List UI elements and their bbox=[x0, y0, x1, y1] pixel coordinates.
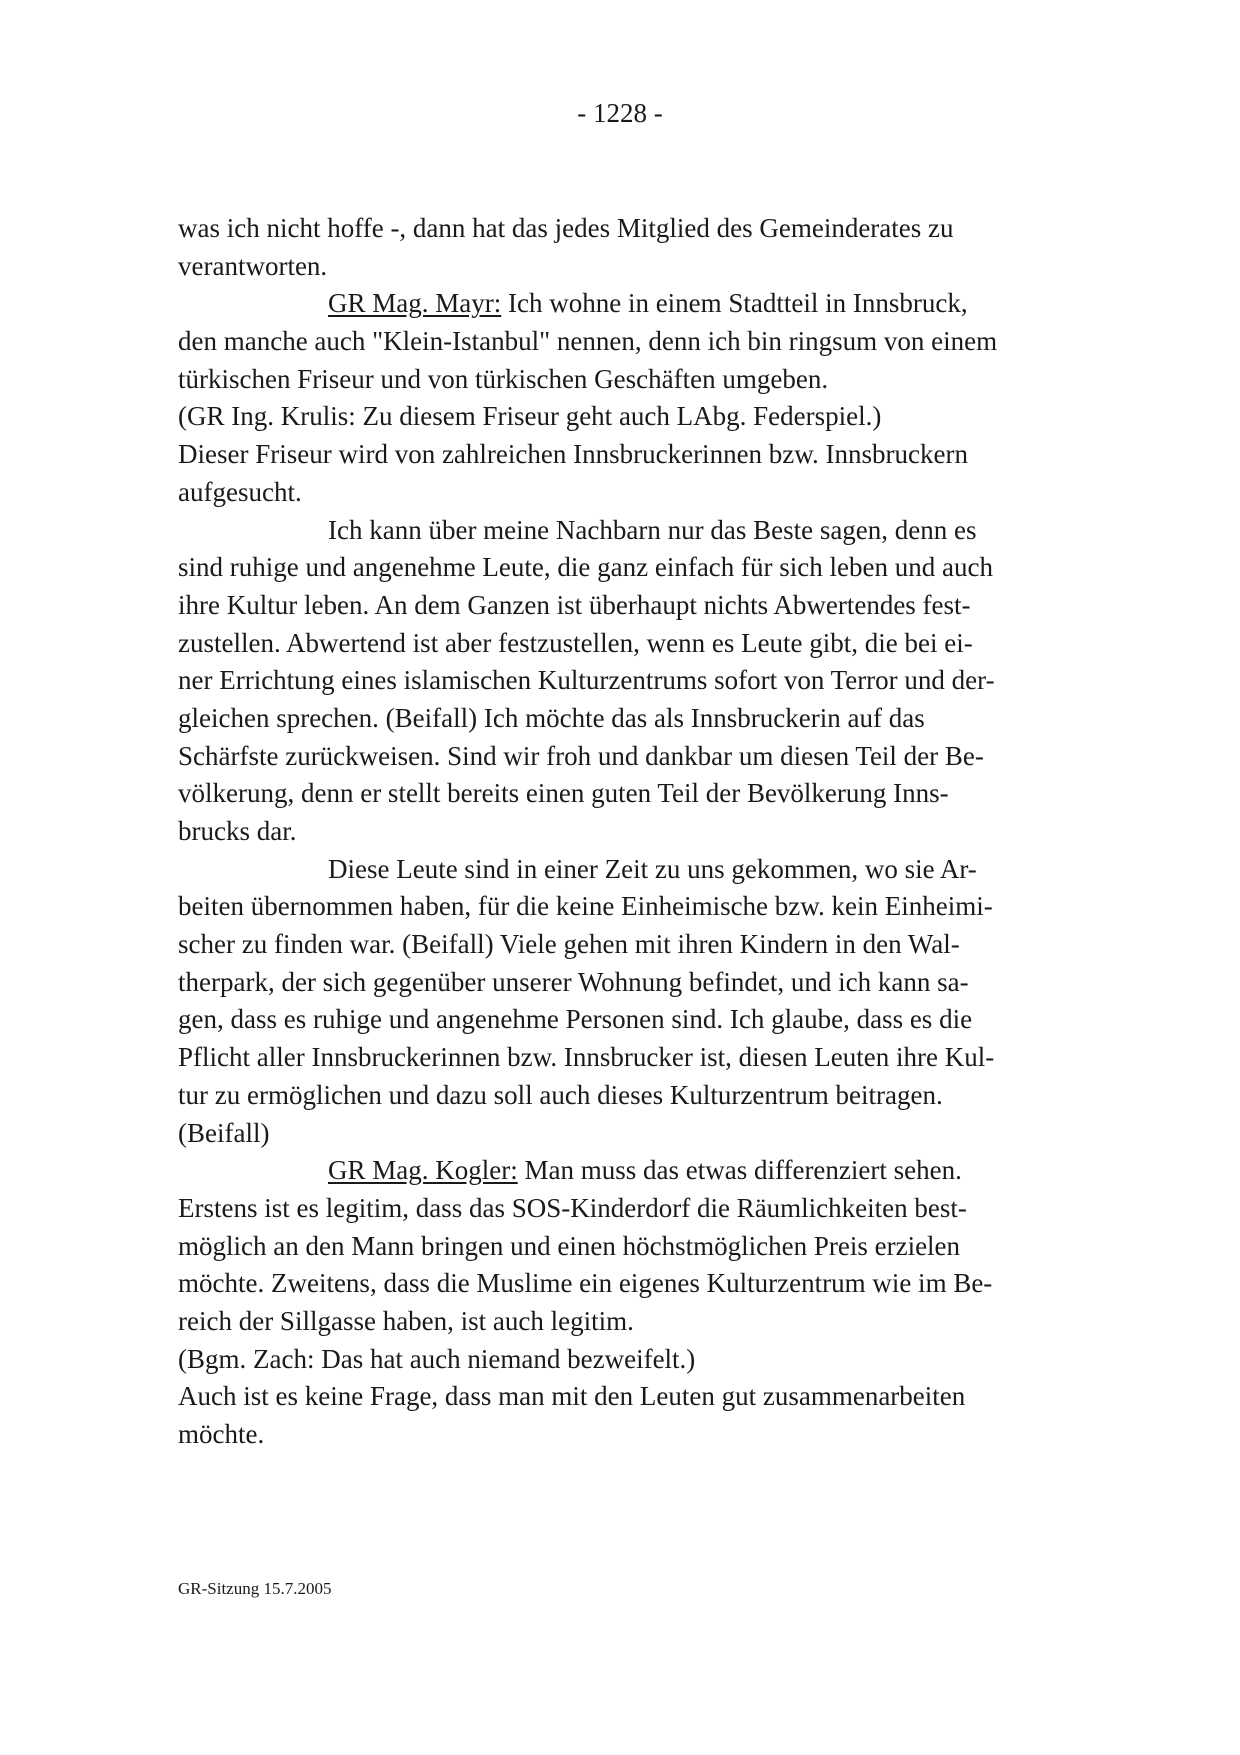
text-line bbox=[178, 662, 1068, 700]
text-line bbox=[178, 964, 1068, 1002]
line-text: sind ruhige und angenehme Leute, die ganz einfach für sich leben und auch bbox=[178, 552, 993, 583]
text-line bbox=[178, 1001, 1068, 1039]
line-text: Ich wohne in einem Stadtteil in Innsbruck, bbox=[501, 288, 968, 319]
line-text: Erstens ist es legitim, dass das SOS-Kinderdorf die Räumlichkeiten best- bbox=[178, 1192, 967, 1223]
text-line bbox=[178, 700, 1068, 738]
text-line bbox=[178, 210, 1068, 248]
line-text: gen, dass es ruhige und angenehme Personen sind. Ich glaube, dass es die bbox=[178, 1004, 973, 1035]
text-line bbox=[178, 738, 1068, 776]
line-text: tur zu ermöglichen und dazu soll auch dieses Kulturzentrum beitragen. bbox=[178, 1079, 943, 1110]
text-line bbox=[178, 398, 1068, 436]
line-text: Man muss das etwas differenziert sehen. bbox=[517, 1155, 962, 1186]
text-line bbox=[178, 474, 1068, 512]
line-text: zustellen. Abwertend ist aber festzustellen, wenn es Leute gibt, die bei ei- bbox=[178, 627, 973, 658]
line-text: beiten übernommen haben, für die keine Einheimische bzw. kein Einheimi- bbox=[178, 891, 993, 922]
line-text: reich der Sillgasse haben, ist auch legitim. bbox=[178, 1305, 634, 1336]
text-line bbox=[178, 926, 1068, 964]
line-text: möchte. bbox=[178, 1419, 265, 1449]
text-line bbox=[178, 549, 1068, 587]
text-line bbox=[178, 587, 1068, 625]
line-text: ner Errichtung eines islamischen Kulturzentrums sofort von Terror und der- bbox=[178, 665, 995, 696]
text-line bbox=[178, 248, 1068, 286]
line-text: ihre Kultur leben. An dem Ganzen ist überhaupt nichts Abwertendes fest- bbox=[178, 589, 971, 620]
text-line bbox=[178, 1416, 1068, 1454]
text-line bbox=[178, 323, 1068, 361]
text-line bbox=[178, 625, 1068, 663]
text-line bbox=[178, 1039, 1068, 1077]
line-text: verantworten. bbox=[178, 250, 328, 281]
speaker-name: GR Mag. Mayr: bbox=[328, 288, 502, 319]
line-text: den manche auch "Klein-Istanbul" nennen, denn ich bin ringsum von einem bbox=[178, 326, 998, 357]
text-line bbox=[178, 1115, 1068, 1153]
text-line bbox=[178, 1228, 1068, 1266]
text-line bbox=[178, 1077, 1068, 1115]
line-text: brucks dar. bbox=[178, 816, 297, 846]
text-line bbox=[178, 813, 1068, 851]
text-line bbox=[178, 512, 1068, 550]
speaker-name: GR Mag. Kogler: bbox=[328, 1155, 518, 1186]
line-text: möchte. Zweitens, dass die Muslime ein eigenes Kulturzentrum wie im Be- bbox=[178, 1268, 993, 1299]
line-text: therpark, der sich gegenüber unserer Wohnung befindet, und ich kann sa- bbox=[178, 966, 969, 997]
text-line bbox=[178, 1190, 1068, 1228]
text-line bbox=[178, 436, 1068, 474]
line-text: aufgesucht. bbox=[178, 476, 302, 507]
text-line bbox=[178, 1341, 1068, 1379]
line-text: was ich nicht hoffe -, dann hat das jedes Mitglied des Gemeinderates zu bbox=[178, 213, 954, 243]
footer-session-date: GR-Sitzung 15.7.2005 bbox=[178, 1579, 332, 1598]
line-text: Schärfste zurückweisen. Sind wir froh und dankbar um diesen Teil der Be- bbox=[178, 740, 984, 771]
line-text: Auch ist es keine Frage, dass man mit den Leuten gut zusammenarbeiten bbox=[178, 1381, 966, 1412]
line-text: Dieser Friseur wird von zahlreichen Innsbruckerinnen bzw. Innsbruckern bbox=[178, 439, 968, 470]
text-line bbox=[178, 851, 1068, 889]
page-number: - 1228 - bbox=[577, 98, 663, 128]
line-text: völkerung, denn er stellt bereits einen guten Teil der Bevölkerung Inns- bbox=[178, 778, 949, 809]
text-line bbox=[178, 1265, 1068, 1303]
text-line bbox=[178, 1152, 1068, 1190]
line-text: (Bgm. Zach: Das hat auch niemand bezweifelt.) bbox=[178, 1343, 696, 1374]
line-text: (Beifall) bbox=[178, 1117, 270, 1148]
text-line bbox=[178, 285, 1068, 323]
line-text: Ich kann über meine Nachbarn nur das Beste sagen, denn es bbox=[328, 514, 977, 545]
text-line bbox=[178, 888, 1068, 926]
line-text: scher zu finden war. (Beifall) Viele gehen mit ihren Kindern in den Wal- bbox=[178, 929, 960, 960]
text-line bbox=[178, 1378, 1068, 1416]
line-text: türkischen Friseur und von türkischen Geschäften umgeben. bbox=[178, 363, 829, 394]
line-text: möglich an den Mann bringen und einen höchstmöglichen Preis erzielen bbox=[178, 1230, 961, 1261]
text-line bbox=[178, 1303, 1068, 1341]
line-text: gleichen sprechen. (Beifall) Ich möchte das als Innsbruckerin auf das bbox=[178, 702, 925, 733]
text-line bbox=[178, 361, 1068, 399]
document-body bbox=[178, 210, 1068, 1454]
line-text: Pflicht aller Innsbruckerinnen bzw. Innsbrucker ist, diesen Leuten ihre Kul- bbox=[178, 1042, 995, 1073]
line-text: Diese Leute sind in einer Zeit zu uns gekommen, wo sie Ar- bbox=[328, 853, 977, 884]
text-line bbox=[178, 775, 1068, 813]
line-text: (GR Ing. Krulis: Zu diesem Friseur geht auch LAbg. Federspiel.) bbox=[178, 401, 882, 432]
